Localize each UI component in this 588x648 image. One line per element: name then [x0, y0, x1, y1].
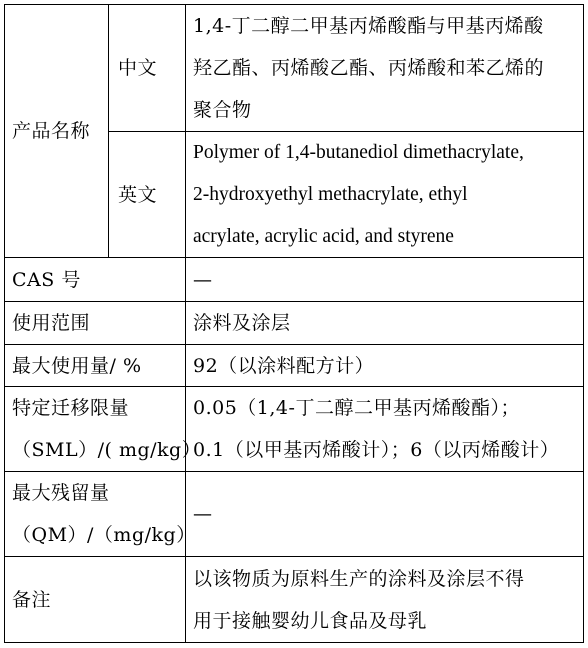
cas-number-label: CAS 号	[12, 268, 81, 291]
english-name-value: Polymer of 1,4-butanediol dimethacrylate, 2-hydroxyethyl methacrylate, ethyl acrylate, acrylic acid, and styrene	[193, 141, 524, 247]
chinese-name-value: 1,4-丁二醇二甲基丙烯酸酯与甲基丙烯酸 羟乙酯、丙烯酸乙酯、丙烯酸和苯乙烯的 聚合物	[193, 14, 545, 121]
chinese-name-label: 中文	[118, 56, 158, 79]
max-use-level-label: 最大使用量/ %	[12, 354, 142, 377]
product-name-label: 产品名称	[12, 120, 91, 142]
max-use-level-value: 92（以涂料配方计）	[193, 354, 375, 377]
sml-value: 0.05（1,4-丁二醇二甲基丙烯酸酯）； 0.1（以甲基丙烯酸计）；6（以丙烯酸计）	[193, 397, 560, 461]
sml-label: 特定迁移限量 （SML）/( mg/kg）	[12, 397, 202, 461]
remarks-label: 备注	[12, 588, 52, 611]
remarks-value: 以该物质为原料生产的涂料及涂层不得 用于接触婴幼儿食品及母乳	[193, 567, 525, 632]
english-name-label: 英文	[118, 183, 158, 206]
qm-value: —	[193, 503, 213, 525]
qm-label: 最大残留量 （QM）/（mg/kg）	[12, 482, 196, 546]
cas-number-value: —	[193, 268, 213, 291]
scope-of-use-value: 涂料及涂层	[193, 312, 291, 334]
scope-of-use-label: 使用范围	[12, 312, 91, 334]
